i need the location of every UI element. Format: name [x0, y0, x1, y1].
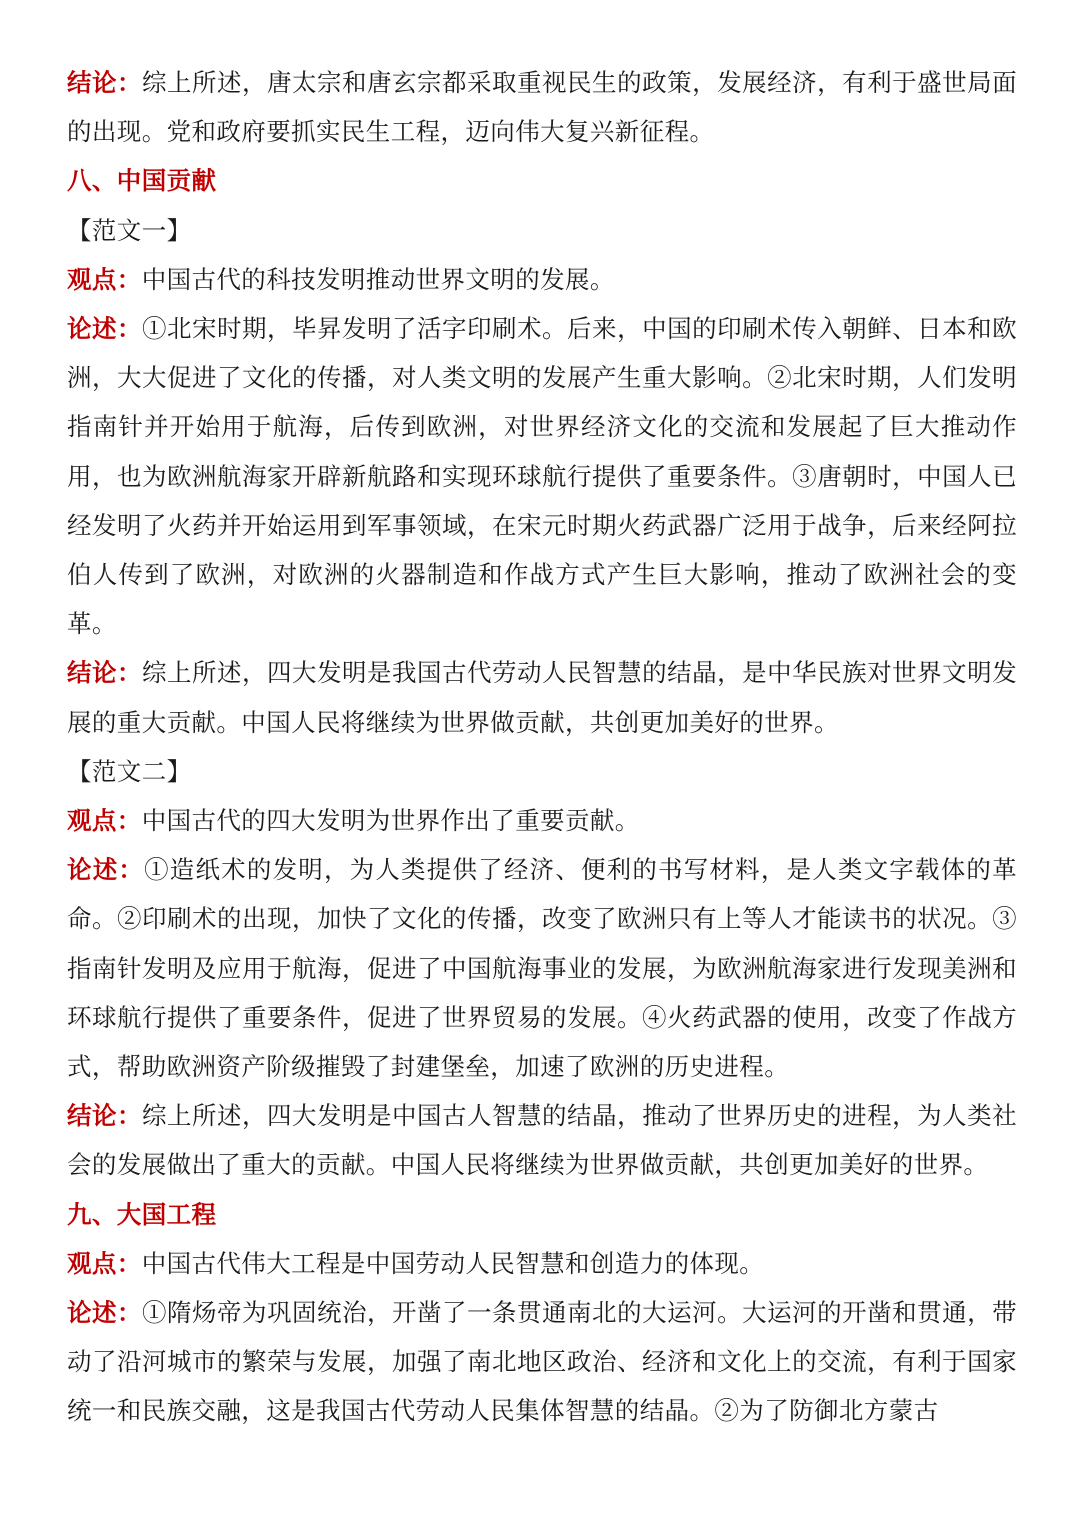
viewpoint-label: 观点： [67, 1248, 142, 1278]
conclusion-text: 综上所述，四大发明是中国古人智慧的结晶，推动了世界历史的进程，为人类社会的发展做出了重大的贡献。中国人民将继续为世界做贡献，共创更加美好的世界。 [67, 1101, 1018, 1180]
conclusion-paragraph [67, 1091, 1017, 1189]
sample-essay-2-title: 【范文二】 [67, 756, 192, 786]
section-heading-great-projects: 九、大国工程 [67, 1199, 217, 1229]
conclusion-label: 结论： [67, 68, 143, 97]
viewpoint-text: 中国古代伟大工程是中国劳动人民智慧和创造力的体现。 [141, 1248, 765, 1278]
sample-essay-1-title: 【范文一】 [67, 215, 192, 245]
conclusion-paragraph [67, 58, 1017, 156]
argument-paragraph [67, 845, 1017, 1091]
conclusion-paragraph [67, 648, 1017, 746]
argument-text: ①造纸术的发明，为人类提供了经济、便利的书写材料，是人类文字载体的革命。②印刷术的出现，加快了文化的传播，改变了欧洲只有上等人才能读书的状况。③指南针发明及应用于航海，促进了中国航海事业的发展，为欧洲航海家进行发现美洲和环球航行提供了重要条件，促进了世界贸易的发展。④火药武器的使用，改变了作战方式，帮助欧洲资产阶级摧毁了封建堡垒，加速了欧洲的历史进程。 [67, 855, 1017, 1082]
argument-label: 论述： [67, 855, 145, 885]
viewpoint-paragraph [67, 796, 1017, 845]
section-heading-china-contribution: 八、中国贡献 [67, 166, 217, 196]
viewpoint-paragraph [67, 255, 1017, 304]
argument-text: ①北宋时期，毕昇发明了活字印刷术。后来，中国的印刷术传入朝鲜、日本和欧洲，大大促进了文化的传播，对人类文明的发展产生重大影响。②北宋时期，人们发明指南针并开始用于航海，后传到欧洲，对世界经济文化的交流和发展起了巨大推动作用，也为欧洲航海家开辟新航路和实现环球航行提供了重要条件。③唐朝时，中国人已经发明了火药并开始运用到军事领域，在宋元时期火药武器广泛用于战争，后来经阿拉伯人传到了欧洲，对欧洲的火器制造和作战方式产生巨大影响，推动了欧洲社会的变革。 [67, 314, 1018, 639]
viewpoint-text: 中国古代的科技发明推动世界文明的发展。 [141, 264, 615, 294]
viewpoint-paragraph [67, 1239, 1017, 1288]
viewpoint-label: 观点： [67, 264, 142, 294]
argument-label: 论述： [67, 314, 143, 344]
argument-label: 论述： [67, 1298, 143, 1328]
conclusion-text: 综上所述，唐太宗和唐玄宗都采取重视民生的政策，发展经济，有利于盛世局面的出现。党和政府要抓实民生工程，迈向伟大复兴新征程。 [67, 68, 1018, 147]
argument-paragraph [67, 1288, 1017, 1436]
argument-text: ①隋炀帝为巩固统治，开凿了一条贯通南北的大运河。大运河的开凿和贯通，带动了沿河城市的繁荣与发展，加强了南北地区政治、经济和文化上的交流，有利于国家统一和民族交融，这是我国古代劳动人民集体智慧的结晶。②为了防御北方蒙古 [67, 1298, 1018, 1426]
document-page [67, 58, 1017, 1436]
argument-paragraph [67, 304, 1017, 648]
viewpoint-text: 中国古代的四大发明为世界作出了重要贡献。 [141, 806, 640, 836]
conclusion-text: 综上所述，四大发明是我国古代劳动人民智慧的结晶，是中华民族对世界文明发展的重大贡献。中国人民将继续为世界做贡献，共创更加美好的世界。 [67, 658, 1018, 737]
viewpoint-label: 观点： [67, 806, 142, 836]
conclusion-label: 结论： [67, 1101, 143, 1131]
conclusion-label: 结论： [67, 658, 143, 688]
